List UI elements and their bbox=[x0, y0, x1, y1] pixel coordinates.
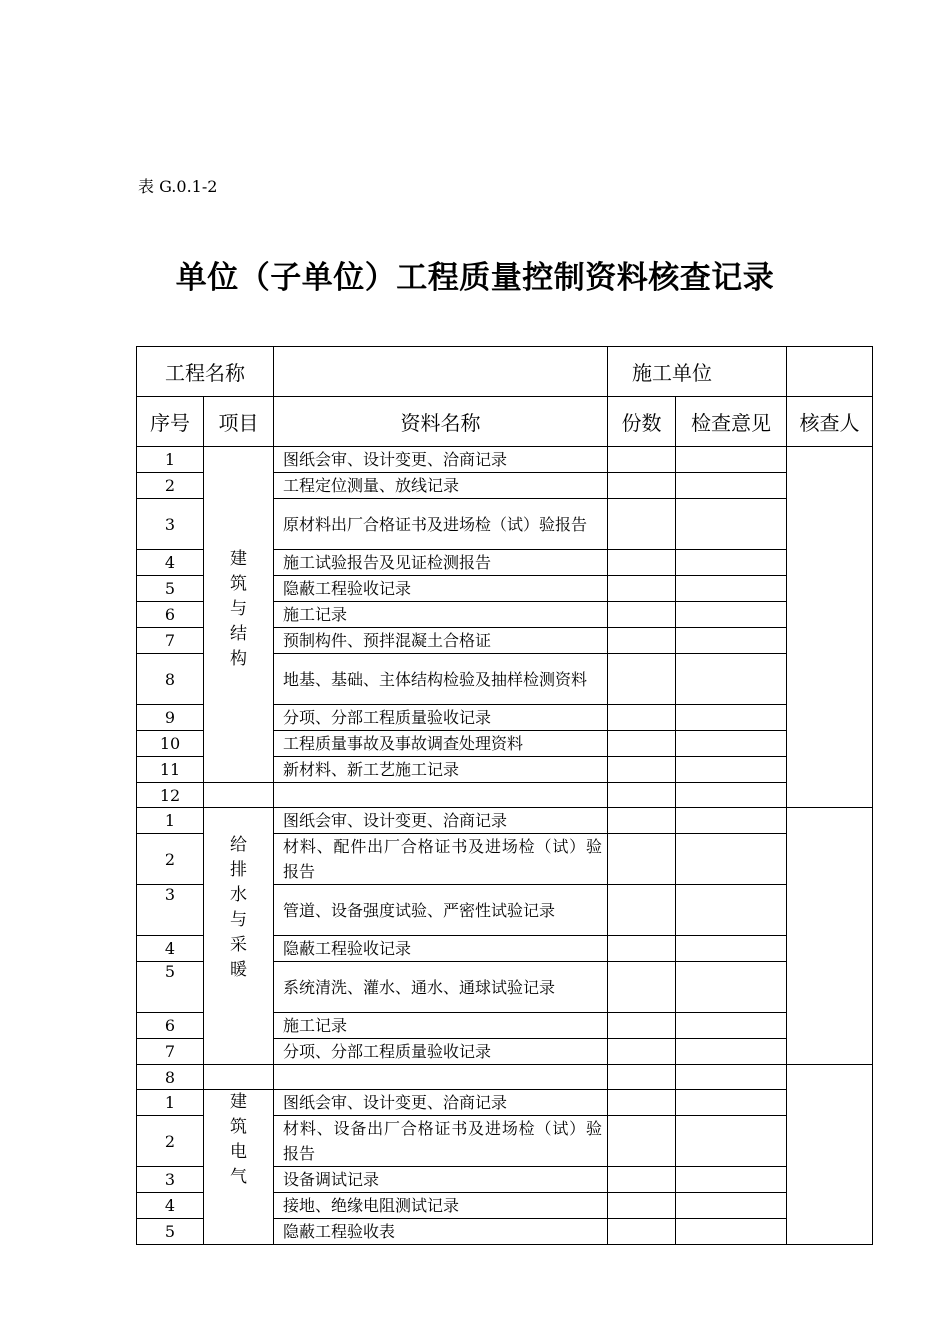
table-row bbox=[137, 447, 873, 473]
opinion-cell[interactable] bbox=[676, 447, 787, 473]
checker-cell[interactable] bbox=[787, 447, 873, 808]
opinion-cell[interactable] bbox=[676, 808, 787, 834]
opinion-cell[interactable] bbox=[676, 1039, 787, 1065]
copies-cell[interactable] bbox=[608, 757, 676, 783]
doc-name-cell: 施工记录 bbox=[274, 602, 608, 628]
inspection-record-table bbox=[136, 346, 873, 1245]
row-seq-number: 4 bbox=[137, 936, 204, 962]
project-name-label: 工程名称 bbox=[137, 347, 274, 397]
row-seq-number: 10 bbox=[137, 731, 204, 757]
table-row bbox=[137, 783, 873, 808]
doc-name-cell: 图纸会审、设计变更、洽商记录 bbox=[274, 808, 608, 834]
opinion-cell[interactable] bbox=[676, 1090, 787, 1116]
copies-cell[interactable] bbox=[608, 1065, 676, 1090]
copies-cell[interactable] bbox=[608, 1013, 676, 1039]
copies-cell[interactable] bbox=[608, 834, 676, 885]
table-code: 表 G.0.1-2 bbox=[138, 177, 218, 196]
opinion-cell[interactable] bbox=[676, 705, 787, 731]
opinion-cell[interactable] bbox=[676, 473, 787, 499]
copies-cell[interactable] bbox=[608, 731, 676, 757]
opinion-cell[interactable] bbox=[676, 1116, 787, 1167]
row-seq-number: 11 bbox=[137, 757, 204, 783]
header-opinion: 检查意见 bbox=[676, 397, 787, 447]
opinion-cell[interactable] bbox=[676, 1193, 787, 1219]
copies-cell[interactable] bbox=[608, 499, 676, 550]
category-name: 建筑电气 bbox=[230, 1092, 247, 1187]
table-row bbox=[137, 808, 873, 834]
copies-cell[interactable] bbox=[608, 576, 676, 602]
copies-cell[interactable] bbox=[608, 1193, 676, 1219]
opinion-cell[interactable] bbox=[676, 1013, 787, 1039]
doc-name-cell bbox=[274, 1065, 608, 1090]
row-seq-number: 6 bbox=[137, 1013, 204, 1039]
project-info-row bbox=[137, 347, 873, 397]
doc-name-cell: 隐蔽工程验收表 bbox=[274, 1219, 608, 1245]
row-seq-number: 3 bbox=[137, 1167, 204, 1193]
checker-cell[interactable] bbox=[787, 808, 873, 1065]
doc-name-cell: 图纸会审、设计变更、洽商记录 bbox=[274, 447, 608, 473]
row-seq-number: 1 bbox=[137, 808, 204, 834]
opinion-cell[interactable] bbox=[676, 602, 787, 628]
opinion-cell[interactable] bbox=[676, 834, 787, 885]
doc-name-cell: 隐蔽工程验收记录 bbox=[274, 936, 608, 962]
row-seq-number: 5 bbox=[137, 576, 204, 602]
opinion-cell[interactable] bbox=[676, 1065, 787, 1090]
doc-name-cell: 隐蔽工程验收记录 bbox=[274, 576, 608, 602]
row-seq-number: 2 bbox=[137, 834, 204, 885]
doc-name-cell: 分项、分部工程质量验收记录 bbox=[274, 1039, 608, 1065]
row-seq-number: 4 bbox=[137, 1193, 204, 1219]
doc-name-cell: 工程定位测量、放线记录 bbox=[274, 473, 608, 499]
copies-cell[interactable] bbox=[608, 885, 676, 936]
copies-cell[interactable] bbox=[608, 705, 676, 731]
copies-cell[interactable] bbox=[608, 1219, 676, 1245]
category-name: 给排水与采暖 bbox=[230, 835, 247, 980]
doc-name-cell: 图纸会审、设计变更、洽商记录 bbox=[274, 1090, 608, 1116]
category-cell-blank bbox=[204, 1065, 274, 1090]
document-title: 单位（子单位）工程质量控制资料核查记录 bbox=[175, 260, 775, 296]
doc-name-cell: 新材料、新工艺施工记录 bbox=[274, 757, 608, 783]
opinion-cell[interactable] bbox=[676, 783, 787, 808]
copies-cell[interactable] bbox=[608, 962, 676, 1013]
project-name-field[interactable] bbox=[274, 347, 608, 397]
copies-cell[interactable] bbox=[608, 628, 676, 654]
copies-cell[interactable] bbox=[608, 654, 676, 705]
category-cell-blank bbox=[204, 783, 274, 808]
doc-name-cell: 设备调试记录 bbox=[274, 1167, 608, 1193]
doc-name-cell: 工程质量事故及事故调查处理资料 bbox=[274, 731, 608, 757]
doc-name-cell: 系统清洗、灌水、通水、通球试验记录 bbox=[274, 962, 608, 1013]
header-checker: 核查人 bbox=[787, 397, 873, 447]
contractor-label: 施工单位 bbox=[608, 347, 787, 397]
opinion-cell[interactable] bbox=[676, 936, 787, 962]
doc-name-cell: 材料、配件出厂合格证书及进场检（试）验报告 bbox=[274, 834, 608, 885]
table-row bbox=[137, 1065, 873, 1090]
opinion-cell[interactable] bbox=[676, 1167, 787, 1193]
copies-cell[interactable] bbox=[608, 808, 676, 834]
row-seq-number: 7 bbox=[137, 628, 204, 654]
category-cell bbox=[204, 1090, 274, 1245]
copies-cell[interactable] bbox=[608, 1167, 676, 1193]
copies-cell[interactable] bbox=[608, 1090, 676, 1116]
doc-name-cell: 分项、分部工程质量验收记录 bbox=[274, 705, 608, 731]
header-copies: 份数 bbox=[608, 397, 676, 447]
header-seq: 序号 bbox=[137, 397, 204, 447]
copies-cell[interactable] bbox=[608, 602, 676, 628]
row-seq-number: 2 bbox=[137, 1116, 204, 1167]
category-cell bbox=[204, 447, 274, 783]
copies-cell[interactable] bbox=[608, 447, 676, 473]
row-seq-number: 1 bbox=[137, 1090, 204, 1116]
row-seq-number: 12 bbox=[137, 783, 204, 808]
copies-cell[interactable] bbox=[608, 550, 676, 576]
copies-cell[interactable] bbox=[608, 783, 676, 808]
row-seq-number: 9 bbox=[137, 705, 204, 731]
opinion-cell[interactable] bbox=[676, 654, 787, 705]
doc-name-cell: 预制构件、预拌混凝土合格证 bbox=[274, 628, 608, 654]
row-seq-number: 4 bbox=[137, 550, 204, 576]
column-header-row bbox=[137, 397, 873, 447]
opinion-cell[interactable] bbox=[676, 499, 787, 550]
row-seq-number: 8 bbox=[137, 1065, 204, 1090]
checker-cell[interactable] bbox=[787, 1065, 873, 1245]
header-doc-name: 资料名称 bbox=[274, 397, 608, 447]
doc-name-cell bbox=[274, 783, 608, 808]
opinion-cell[interactable] bbox=[676, 576, 787, 602]
opinion-cell[interactable] bbox=[676, 885, 787, 936]
doc-name-cell: 接地、绝缘电阻测试记录 bbox=[274, 1193, 608, 1219]
opinion-cell[interactable] bbox=[676, 628, 787, 654]
row-seq-number: 6 bbox=[137, 602, 204, 628]
doc-name-cell: 施工试验报告及见证检测报告 bbox=[274, 550, 608, 576]
contractor-field[interactable] bbox=[787, 347, 873, 397]
copies-cell[interactable] bbox=[608, 1116, 676, 1167]
category-cell bbox=[204, 808, 274, 1065]
doc-name-cell: 材料、设备出厂合格证书及进场检（试）验报告 bbox=[274, 1116, 608, 1167]
row-seq-number: 3 bbox=[137, 499, 204, 550]
doc-name-cell: 原材料出厂合格证书及进场检（试）验报告 bbox=[274, 499, 608, 550]
table-row bbox=[137, 1090, 873, 1116]
header-item: 项目 bbox=[204, 397, 274, 447]
opinion-cell[interactable] bbox=[676, 1219, 787, 1245]
row-seq-number: 2 bbox=[137, 473, 204, 499]
opinion-cell[interactable] bbox=[676, 550, 787, 576]
row-seq-number: 7 bbox=[137, 1039, 204, 1065]
row-seq-number: 5 bbox=[137, 962, 204, 1013]
opinion-cell[interactable] bbox=[676, 731, 787, 757]
copies-cell[interactable] bbox=[608, 1039, 676, 1065]
opinion-cell[interactable] bbox=[676, 962, 787, 1013]
copies-cell[interactable] bbox=[608, 936, 676, 962]
category-name: 建筑与结构 bbox=[230, 549, 247, 669]
doc-name-cell: 管道、设备强度试验、严密性试验记录 bbox=[274, 885, 608, 936]
row-seq-number: 1 bbox=[137, 447, 204, 473]
doc-name-cell: 地基、基础、主体结构检验及抽样检测资料 bbox=[274, 654, 608, 705]
doc-name-cell: 施工记录 bbox=[274, 1013, 608, 1039]
row-seq-number: 3 bbox=[137, 885, 204, 936]
row-seq-number: 8 bbox=[137, 654, 204, 705]
copies-cell[interactable] bbox=[608, 473, 676, 499]
row-seq-number: 5 bbox=[137, 1219, 204, 1245]
opinion-cell[interactable] bbox=[676, 757, 787, 783]
